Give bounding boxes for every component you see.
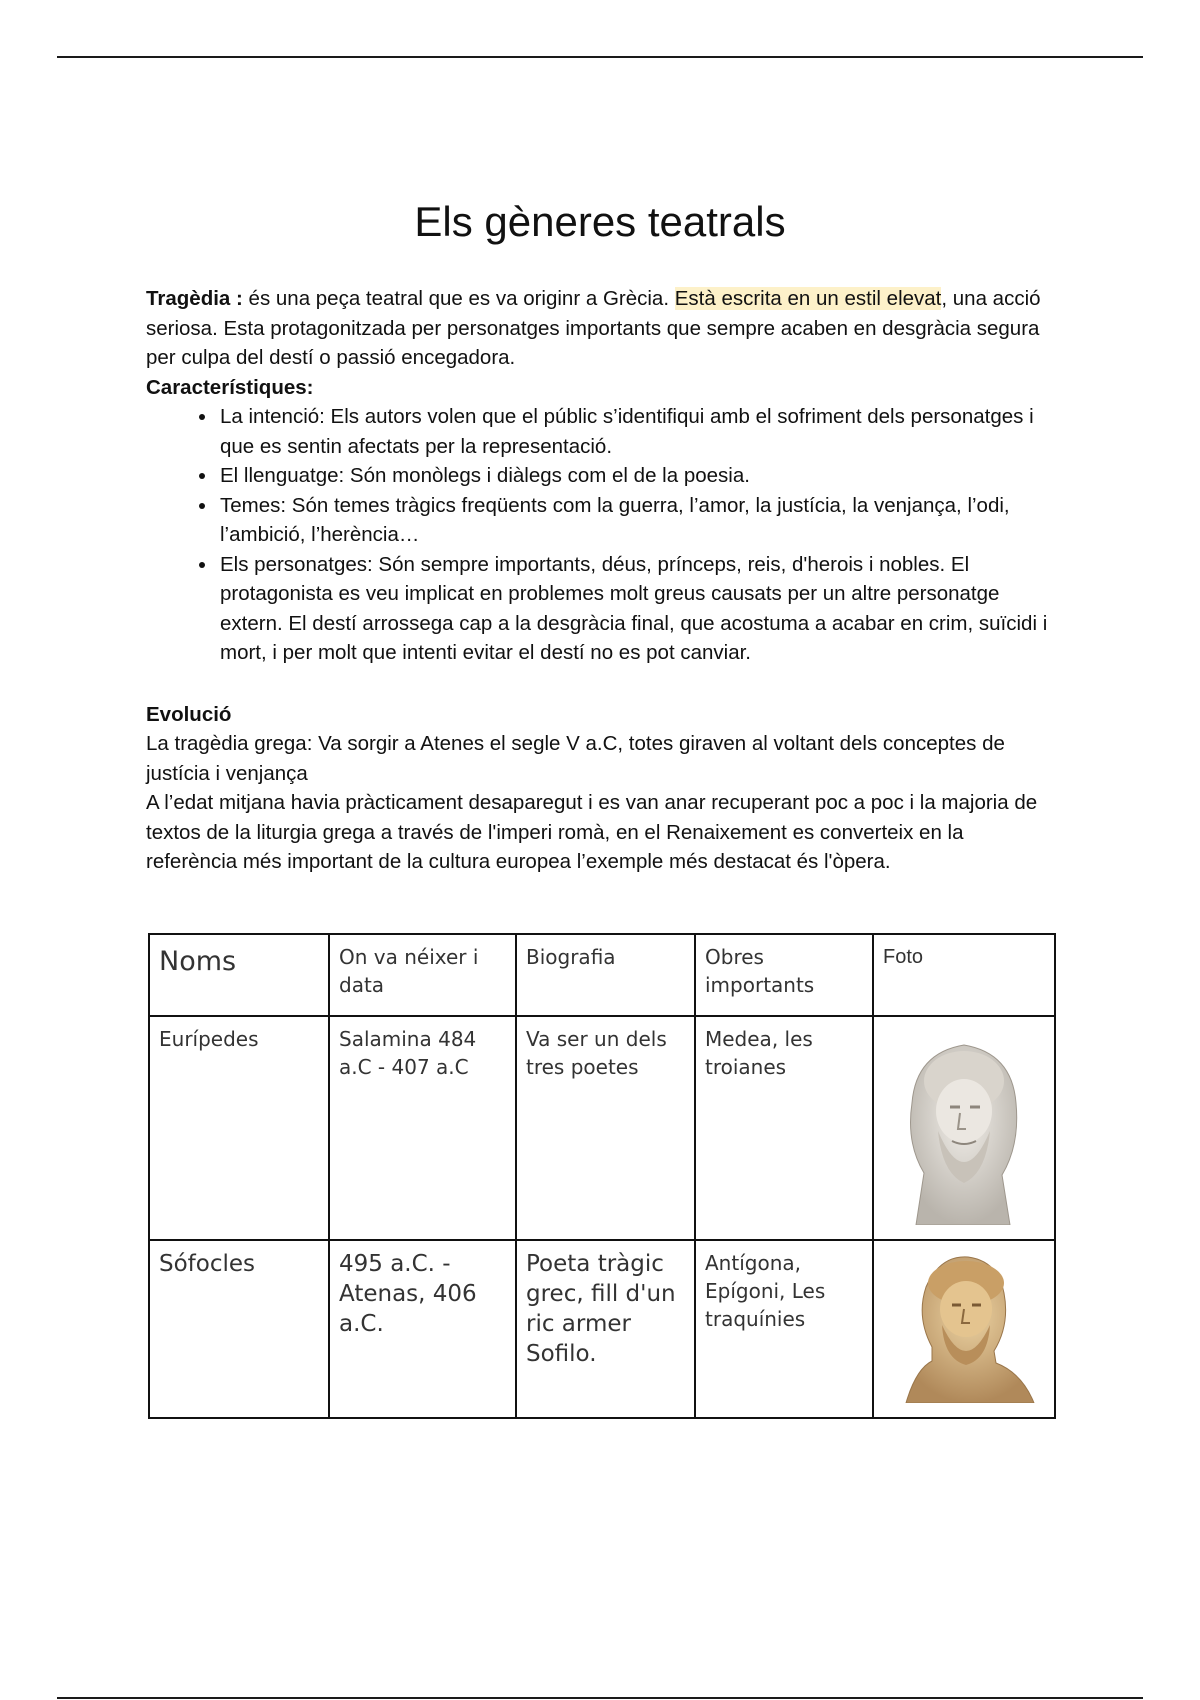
header-biografia: Biografia	[516, 934, 695, 1016]
header-obres: Obres importants	[695, 934, 873, 1016]
list-item: • Temes: Són temes tràgics freqüents com la guerra, l’amor, la justícia, la venjança, l’odi, l’ambició, l’herència…	[218, 491, 1056, 550]
cell-foto	[873, 1240, 1055, 1418]
cell-nom: Sófocles	[149, 1240, 329, 1418]
caracteristiques-heading: Característiques:	[146, 375, 314, 399]
tragedia-label: Tragèdia :	[146, 287, 243, 310]
table-header-row	[149, 934, 1055, 1016]
table-row	[149, 1016, 1055, 1240]
spacer	[146, 668, 1056, 700]
cell-naixement: 495 a.C. - Atenas, 406 a.C.	[329, 1240, 516, 1418]
list-item: • Els personatges: Són sempre importants, déus, prínceps, reis, d'herois i nobles. El protagonista es veu implicat en problemes molt greus causats per un altre personatge extern. El destí arrossega cap a la desgràcia final, que acostuma a acabar en crim, suïcidi i mort, i per molt que intenti evitar el destí no es pot canviar.	[218, 550, 1056, 668]
list-item: • El llenguatge: Són monòlegs i diàlegs com el de la poesia.	[218, 461, 1056, 491]
evolucio-paragraph-2: A l’edat mitjana havia pràcticament desaparegut i es van anar recuperant poc a poc i la majoria de textos de la liturgia grega a través de l'imperi romà, en el Renaixement es converteix en la referència més important de la cultura europea l’exemple més destacat és l'òpera.	[146, 791, 1038, 873]
tragedia-text-before: és una peça teatral que es va originr a Grècia.	[242, 287, 675, 310]
top-rule	[57, 56, 1143, 58]
page-title: Els gèneres teatrals	[414, 198, 786, 245]
cell-biografia: Poeta tràgic grec, fill d'un ric armer Sofilo.	[516, 1240, 695, 1418]
list-item: • La intenció: Els autors volen que el públic s’identifiqui amb el sofriment dels personatges i que es sentin afectats per la representació.	[218, 402, 1056, 461]
header-noms: Noms	[149, 934, 329, 1016]
euripides-bust-image	[886, 1023, 1042, 1225]
header-naixement: On va néixer i data	[329, 934, 516, 1016]
authors-table	[148, 933, 1056, 1419]
header-foto: Foto	[873, 934, 1055, 1016]
evolucio-heading: Evolució	[146, 702, 232, 726]
cell-obres: Medea, les troianes	[695, 1016, 873, 1240]
cell-obres: Antígona, Epígoni, Les traquínies	[695, 1240, 873, 1418]
cell-nom: Eurípedes	[149, 1016, 329, 1240]
sophocles-bust-image	[886, 1247, 1042, 1403]
cell-naixement: Salamina 484 a.C - 407 a.C	[329, 1016, 516, 1240]
table-row	[149, 1240, 1055, 1418]
tragedia-text-after: , una acció seriosa. Esta protagonitzada per personatges importants que sempre acaben en desgràcia segura per culpa del destí o passió encegadora.	[146, 287, 1041, 369]
cell-biografia: Va ser un dels tres poetes	[516, 1016, 695, 1240]
caracteristiques-list	[146, 402, 1056, 668]
document-body	[146, 284, 1056, 877]
tragedia-paragraph	[146, 284, 1056, 373]
cell-foto	[873, 1016, 1055, 1240]
evolucio-paragraph-1: La tragèdia grega: Va sorgir a Atenes el segle V a.C, totes giraven al voltant dels conceptes de justícia i venjança	[146, 732, 1005, 785]
tragedia-highlight: Està escrita en un estil elevat	[674, 287, 942, 310]
bottom-rule	[57, 1697, 1143, 1699]
